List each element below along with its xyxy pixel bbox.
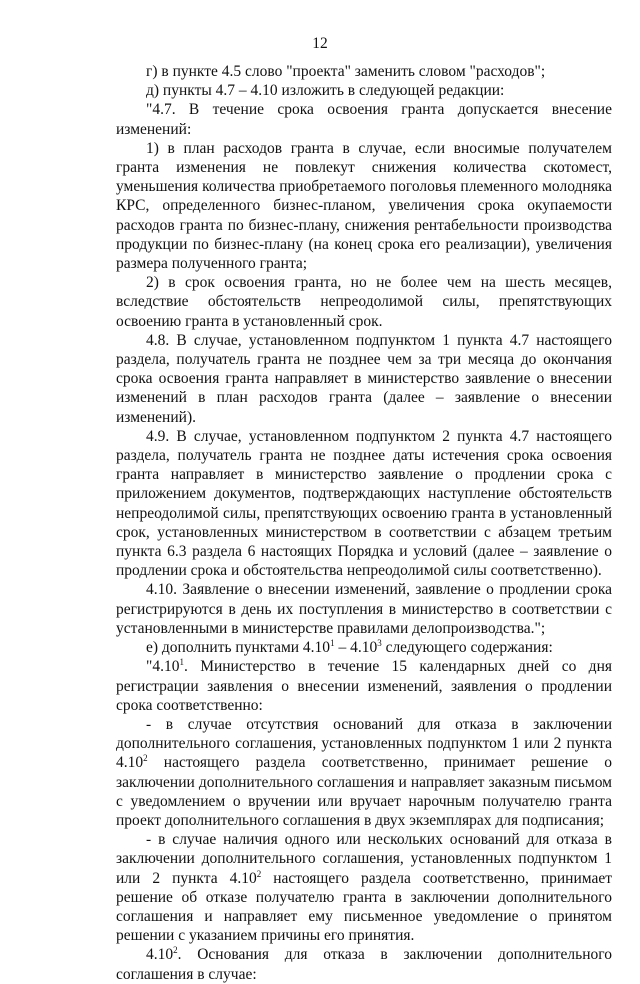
paragraph-4-10-2-text-2: . Основания для отказа в заключении дополнительного соглашения в случае: (116, 946, 612, 983)
paragraph-g: г) в пункте 4.5 слово "проекта" заменить словом "расходов"; (146, 63, 546, 80)
paragraph-case-grounds (116, 830, 612, 945)
paragraph-case-no-grounds (116, 715, 612, 830)
paragraph-e-text-2: – 4.10 (334, 639, 378, 657)
paragraph-4-10-1-sup: 1 (179, 657, 184, 668)
paragraph-case-grounds-text-2: настоящего раздела соответственно, принимает решение об отказе получателю гранта в заключении дополнительного соглашения и направляет ему письменное уведомление о принятом решении с указанием причины его принятия. (116, 869, 612, 945)
paragraph-case-grounds-text-1: - в случае наличия одного или нескольких оснований для отказа в заключении дополнительного соглашения, установленных подпунктом 1 или 2 пункта 4.10 (116, 831, 612, 887)
paragraph-case-no-grounds-text-1: - в случае отсутствия оснований для отказа в заключении дополнительного соглашения, установленных подпунктом 1 или 2 пункта 4.10 (116, 715, 612, 772)
paragraph-e-text-1: е) дополнить пунктами 4.10 (146, 639, 331, 657)
paragraph-e-sup-1: 1 (330, 637, 335, 648)
paragraph-4-7-item-1: 1) в план расходов гранта в случае, если вносимые получателем гранта изменения не повлекут снижения количества скотомест, уменьшения количества приобретаемого поголовья племенного молодняка КРС, определенного бизнес-планом, увеличения срока окупаемости расходов гранта по бизнес-плану, снижения рентабельности производства продукции по бизнес-плану (на конец срока его реализации), увеличения размера полученного гранта; (116, 139, 612, 273)
paragraph-e (116, 638, 612, 657)
paragraph-e-sup-2: 3 (377, 637, 382, 648)
page-number: 12 (312, 35, 328, 52)
paragraph-case-no-grounds-sup: 2 (143, 753, 148, 764)
paragraph-4-10-1-text-2: . Министерство в течение 15 календарных дней со дня регистрации заявления о внесении изменений, заявления о продлении срока соответственно: (116, 658, 612, 714)
paragraph-4-10: 4.10. Заявление о внесении изменений, заявление о продлении срока регистрируются в день их поступления в министерство в соответствии с установленными в министерстве правилами делопроизводства."; (116, 581, 612, 637)
paragraph-d: д) пункты 4.7 – 4.10 изложить в следующей редакции: (146, 82, 505, 100)
paragraph-4-7-item-2: 2) в срок освоения гранта, но не более чем на шесть месяцев, вследствие обстоятельств непреодолимой силы, препятствующих освоению гранта в установленный срок. (116, 274, 612, 330)
paragraph-4-10-2-text-1: 4.10 (146, 946, 174, 964)
paragraph-case-grounds-sup: 2 (256, 868, 262, 879)
document-body (116, 62, 612, 984)
paragraph-4-10-2-sup: 2 (173, 945, 178, 956)
paragraph-4-7: "4.7. В течение срока освоения гранта допускается внесение изменений: (116, 101, 612, 138)
paragraph-4-10-2 (116, 945, 612, 983)
paragraph-4-10-1-text-1: "4.10 (146, 658, 180, 676)
paragraph-4-10-1 (116, 657, 612, 715)
paragraph-case-no-grounds-text-2: настоящего раздела соответственно, принимает решение о заключении дополнительного соглашения и направляет заказным письмом с уведомлением о вручении или вручает нарочным получателю гранта проект дополнительного соглашения в двух экземплярах для подписания; (116, 754, 612, 829)
paragraph-4-8: 4.8. В случае, установленном подпунктом 1 пункта 4.7 настоящего раздела, получатель гранта не позднее чем за три месяца до окончания срока освоения гранта направляет в министерство заявление о внесении изменений в план расходов гранта (далее – заявление о внесении изменений). (116, 331, 612, 426)
paragraph-4-9: 4.9. В случае, установленном подпунктом 2 пункта 4.7 настоящего раздела, получатель гранта не позднее даты истечения срока освоения гранта направляет в министерство заявление о продлении срока с приложением документов, подтверждающих наступление обстоятельств непреодолимой силы, препятствующих освоению гранта в установленный срок, установленных министерством в соответствии с абзацем третьим пункта 6.3 раздела 6 настоящих Порядка и условий (далее – заявление о продлении срока и обстоятельства непреодолимой силы соответственно). (116, 427, 612, 580)
paragraph-e-text-3: следующего содержания: (381, 639, 553, 657)
